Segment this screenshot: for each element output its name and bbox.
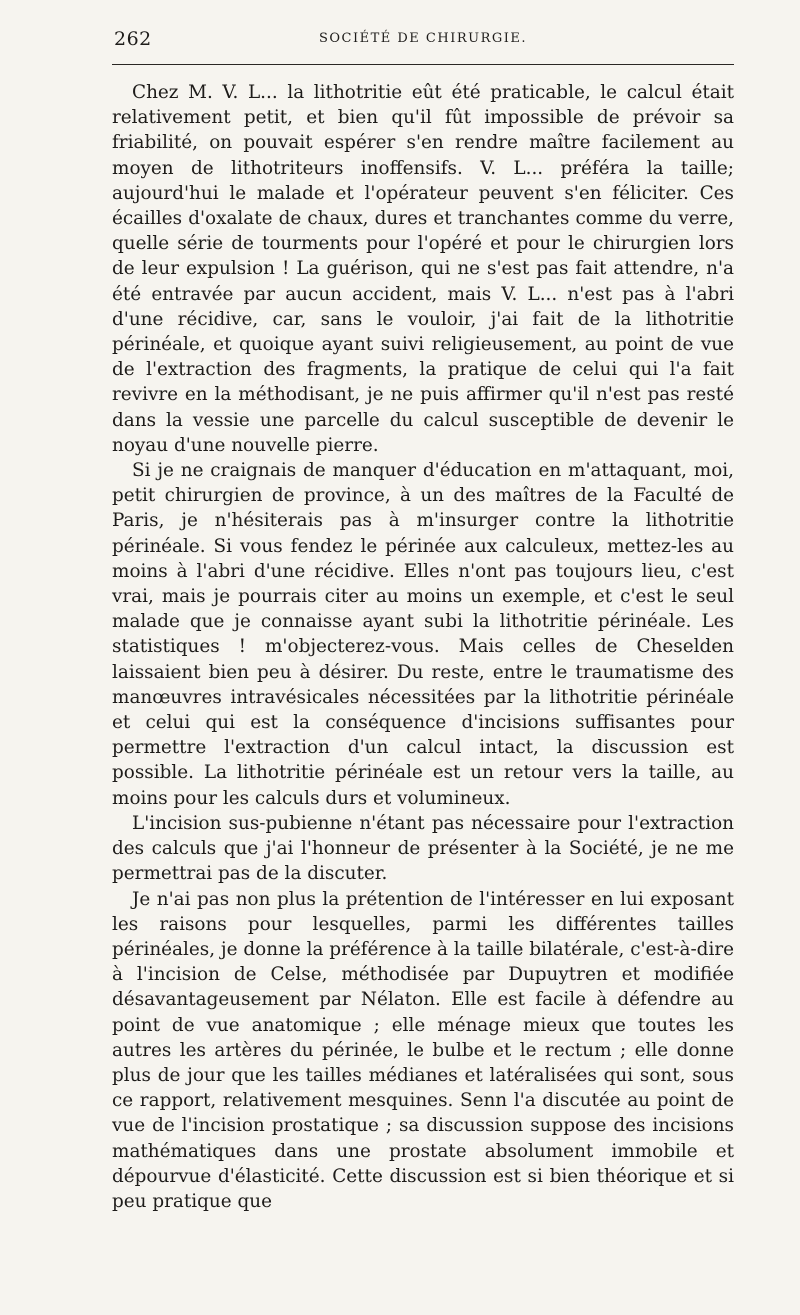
paragraph: L'incision sus-pubienne n'étant pas nécessaire pour l'extraction des calculs que j'ai l'honneur de présenter à la Société, je ne me permettrai pas de la discuter. [112, 812, 734, 885]
paragraph: Je n'ai pas non plus la prétention de l'intéresser en lui exposant les raisons pour lesquelles, parmi les différentes tailles périnéales, je donne la préférence à la taille bilatérale, c'est-à-dire à l'incision de Celse, méthodisée par Dupuytren et modifiée désavantageusement par Nélaton. Elle est facile à défendre au point de vue anatomique ; elle ménage mieux que toutes les autres les artères du périnée, le bulbe et le rectum ; elle donne plus de jour que les tailles médianes et latéralisées qui sont, sous ce rapport, relativement mesquines. Senn l'a discutée au point de vue de l'incision prostatique ; sa discussion suppose des incisions mathématiques dans une prostate absolument immobile et dépourvue d'élasticité. Cette discussion est si bien théorique et si peu pratique que [112, 888, 734, 1212]
body-text [112, 80, 734, 1214]
paragraph: Si je ne craignais de manquer d'éducation en m'attaquant, moi, petit chirurgien de province, à un des maîtres de la Faculté de Paris, je n'hésiterais pas à m'insurger contre la lithotritie périnéale. Si vous fendez le périnée aux calculeux, mettez-les au moins à l'abri d'une récidive. Elles n'ont pas toujours lieu, c'est vrai, mais je pourrais citer au moins un exemple, et c'est le seul malade que je connaisse ayant subi la lithotritie périnéale. Les statistiques ! m'objecterez-vous. Mais celles de Cheselden laissaient bien peu à désirer. Du reste, entre le traumatisme des manœuvres intravésicales nécessitées par la lithotritie périnéale et celui qui est la conséquence d'incisions suffisantes pour permettre l'extraction d'un calcul intact, la discussion est possible. La lithotritie périnéale est un retour vers la taille, au moins pour les calculs durs et volumineux. [112, 460, 734, 809]
paragraph: Chez M. V. L... la lithotritie eût été praticable, le calcul était relativement petit, et bien qu'il fût impossible de prévoir sa friabilité, on pouvait espérer s'en rendre maître facilement au moyen de lithotriteurs inoffensifs. V. L... préféra la taille; aujourd'hui le malade et l'opérateur peuvent s'en féliciter. Ces écailles d'oxalate de chaux, dures et tranchantes comme du verre, quelle série de tourments pour l'opéré et pour le chirurgien lors de leur expulsion ! La guérison, qui ne s'est pas fait attendre, n'a été entravée par aucun accident, mais V. L... n'est pas à l'abri d'une récidive, car, sans le vouloir, j'ai fait de la lithotritie périnéale, et quoique ayant suivi religieusement, au point de vue de l'extraction des fragments, la pratique de celui qui l'a fait revivre en la méthodisant, je ne puis affirmer qu'il n'est pas resté dans la vessie une parcelle du calcul susceptible de devenir le noyau d'une nouvelle pierre. [112, 82, 734, 456]
page-header [114, 28, 732, 52]
header-rule [112, 64, 734, 65]
running-head: SOCIÉTÉ DE CHIRURGIE. [318, 31, 528, 46]
page-number: 262 [114, 28, 152, 50]
